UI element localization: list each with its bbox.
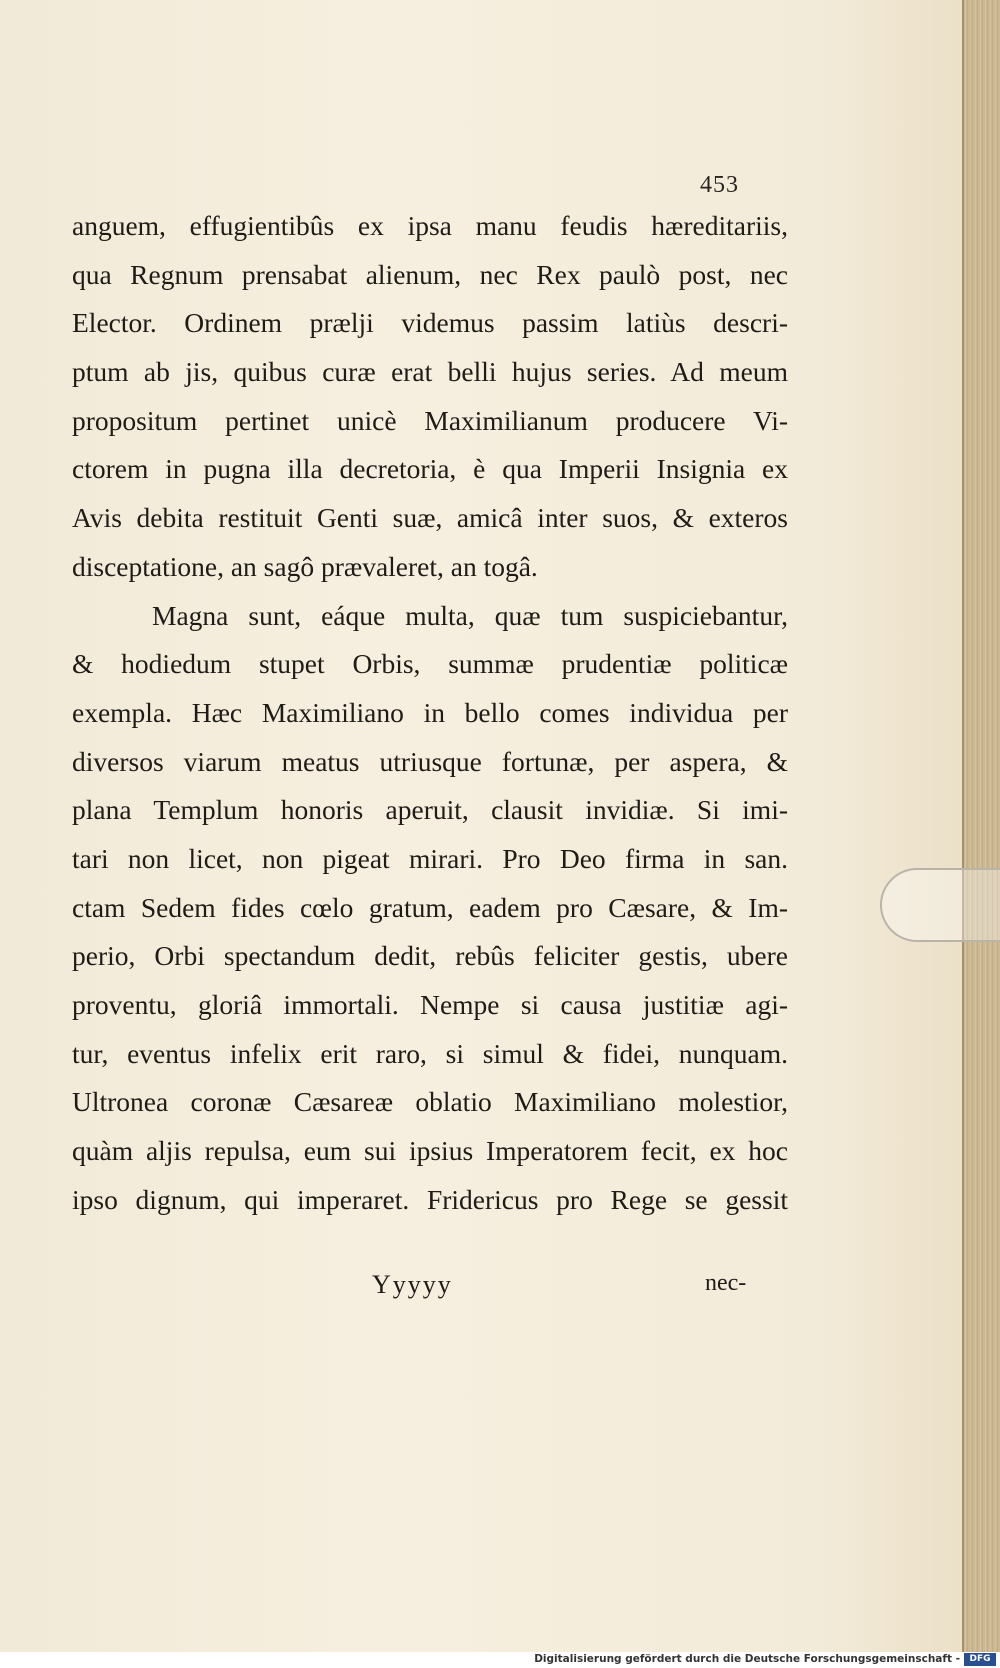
text-line: Ultronea coronæ Cæsareæ oblatio Maximiliano molestior, (72, 1086, 788, 1118)
page-fore-edge (962, 0, 1000, 1652)
text-line: ctam Sedem fides cœlo gratum, eadem pro Cæsare, & Im- (72, 891, 788, 923)
body-text (72, 202, 788, 1224)
text-line: perio, Orbi spectandum dedit, rebûs feliciter gestis, ubere (72, 940, 788, 972)
text-line: tur, eventus infelix erit raro, si simul & fidei, nunquam. (72, 1037, 788, 1069)
text-line: exempla. Hæc Maximiliano in bello comes individua per (72, 696, 788, 728)
text-line: disceptatione, an sagô prævaleret, an togâ. (72, 550, 538, 582)
text-line: ctorem in pugna illa decretoria, è qua Imperii Insignia ex (72, 453, 788, 485)
text-line: propositum pertinet unicè Maximilianum producere Vi- (72, 404, 788, 436)
text-line: qua Regnum prensabat alienum, nec Rex paulò post, nec (72, 258, 788, 290)
text-line: plana Templum honoris aperuit, clausit invidiæ. Si imi- (72, 794, 788, 826)
funding-credit: Digitalisierung gefördert durch die Deutsche Forschungsgemeinschaft - (534, 1653, 960, 1665)
page-number: 453 (700, 172, 739, 198)
text-line: diversos viarum meatus utriusque fortunæ, per aspera, & (72, 745, 788, 777)
signature-mark: Yyyyy (372, 1270, 453, 1299)
text-line: Elector. Ordinem prælji videmus passim latiùs descri- (72, 307, 788, 339)
text-line: Avis debita restituit Genti suæ, amicâ inter suos, & exteros (72, 502, 788, 534)
text-line: ipso dignum, qui imperaret. Fridericus pro Rege se gessit (72, 1183, 788, 1215)
footer-bar (0, 1652, 1000, 1668)
text-line: Magna sunt, eáque multa, quæ tum suspiciebantur, (152, 599, 788, 631)
text-line: proventu, gloriâ immortali. Nempe si causa justitiæ agi- (72, 989, 788, 1020)
text-line: anguem, effugientibûs ex ipsa manu feudis hæreditariis, (72, 210, 788, 241)
dfg-logo: DFG (964, 1653, 996, 1666)
text-line: quàm aljis repulsa, eum sui ipsius Imperatorem fecit, ex hoc (72, 1135, 788, 1167)
page-clip (880, 868, 1000, 942)
text-line: & hodiedum stupet Orbis, summæ prudentiæ politicæ (72, 648, 788, 680)
text-line: ptum ab jis, quibus curæ erat belli hujus series. Ad meum (72, 356, 788, 388)
catchword: nec- (705, 1270, 747, 1296)
text-line: tari non licet, non pigeat mirari. Pro Deo firma in san. (72, 842, 788, 874)
